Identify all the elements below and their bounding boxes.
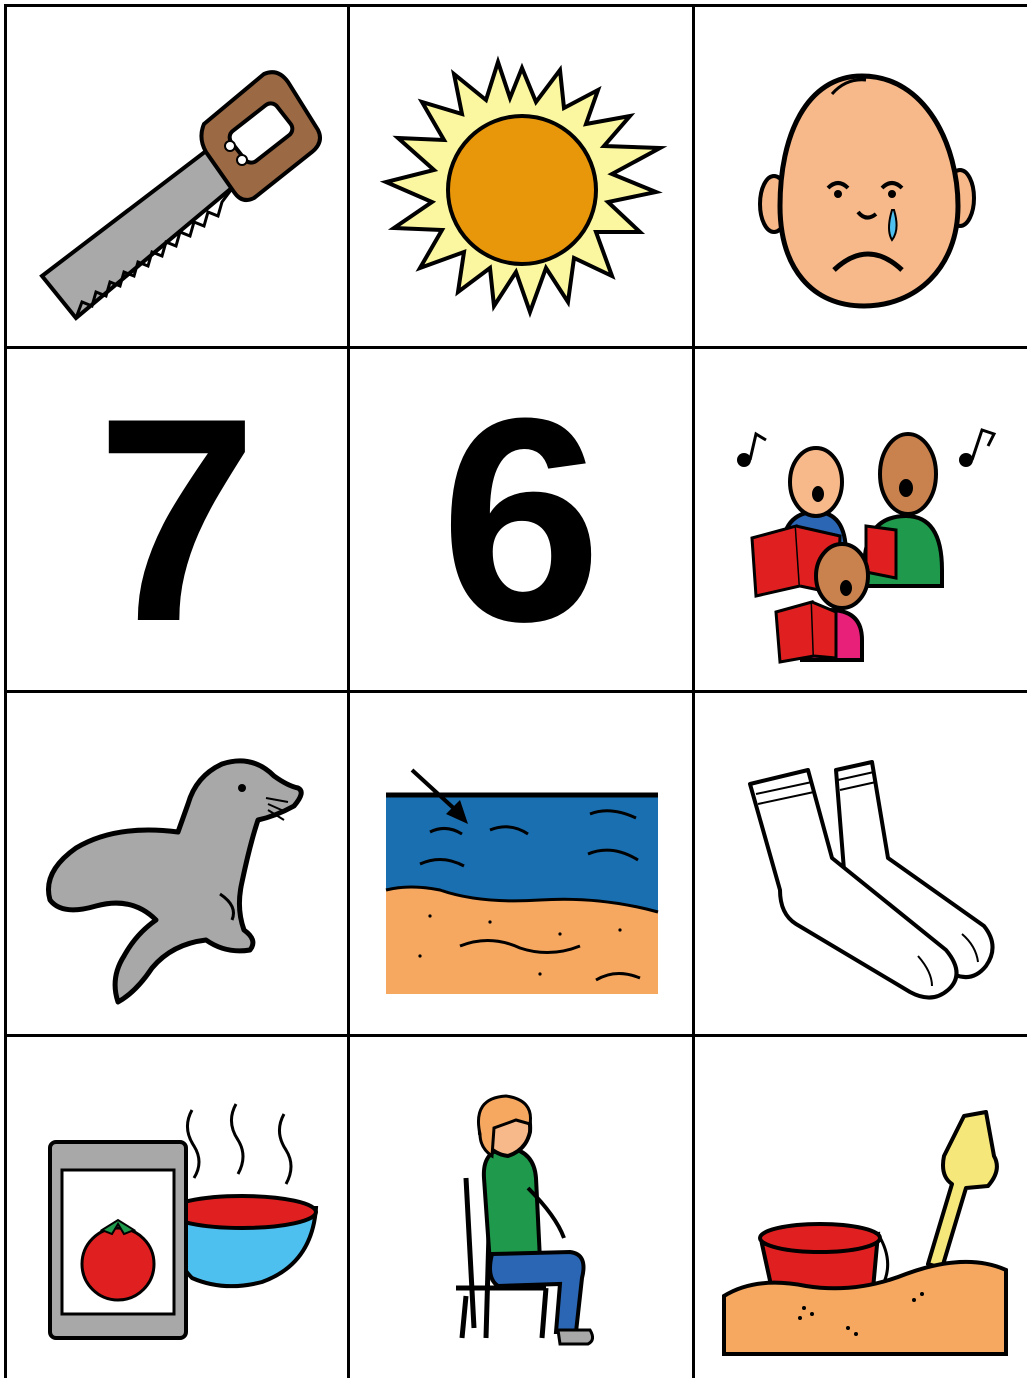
card-choir [696,350,1027,690]
sun-icon [350,6,692,346]
card-girl-sitting [350,1038,692,1378]
card-number-six [350,350,692,690]
number-seven-icon: 7 [96,358,258,682]
card-sand-bucket [696,1038,1027,1378]
grid-line-top [6,4,1027,7]
sea-beach-icon [350,694,692,1034]
choir-singing-icon [696,350,1027,690]
number-six-icon: 6 [440,358,602,682]
grid-line-row-3 [4,1034,1027,1037]
card-saw [6,6,348,346]
card-socks [696,694,1027,1034]
card-sea-beach [350,694,692,1034]
card-sad-face [696,6,1027,346]
card-number-seven [6,350,348,690]
tomato-soup-icon [6,1038,348,1378]
socks-icon [696,694,1027,1034]
saw-icon [6,6,348,346]
card-tomato-soup [6,1038,348,1378]
card-sun [350,6,692,346]
card-seal [6,694,348,1034]
grid-line-row-1 [4,346,1027,349]
grid-line-row-2 [4,690,1027,693]
seal-icon [6,694,348,1034]
girl-sitting-icon [350,1038,692,1378]
sad-face-icon [696,6,1027,346]
sand-bucket-spade-icon [696,1038,1027,1378]
